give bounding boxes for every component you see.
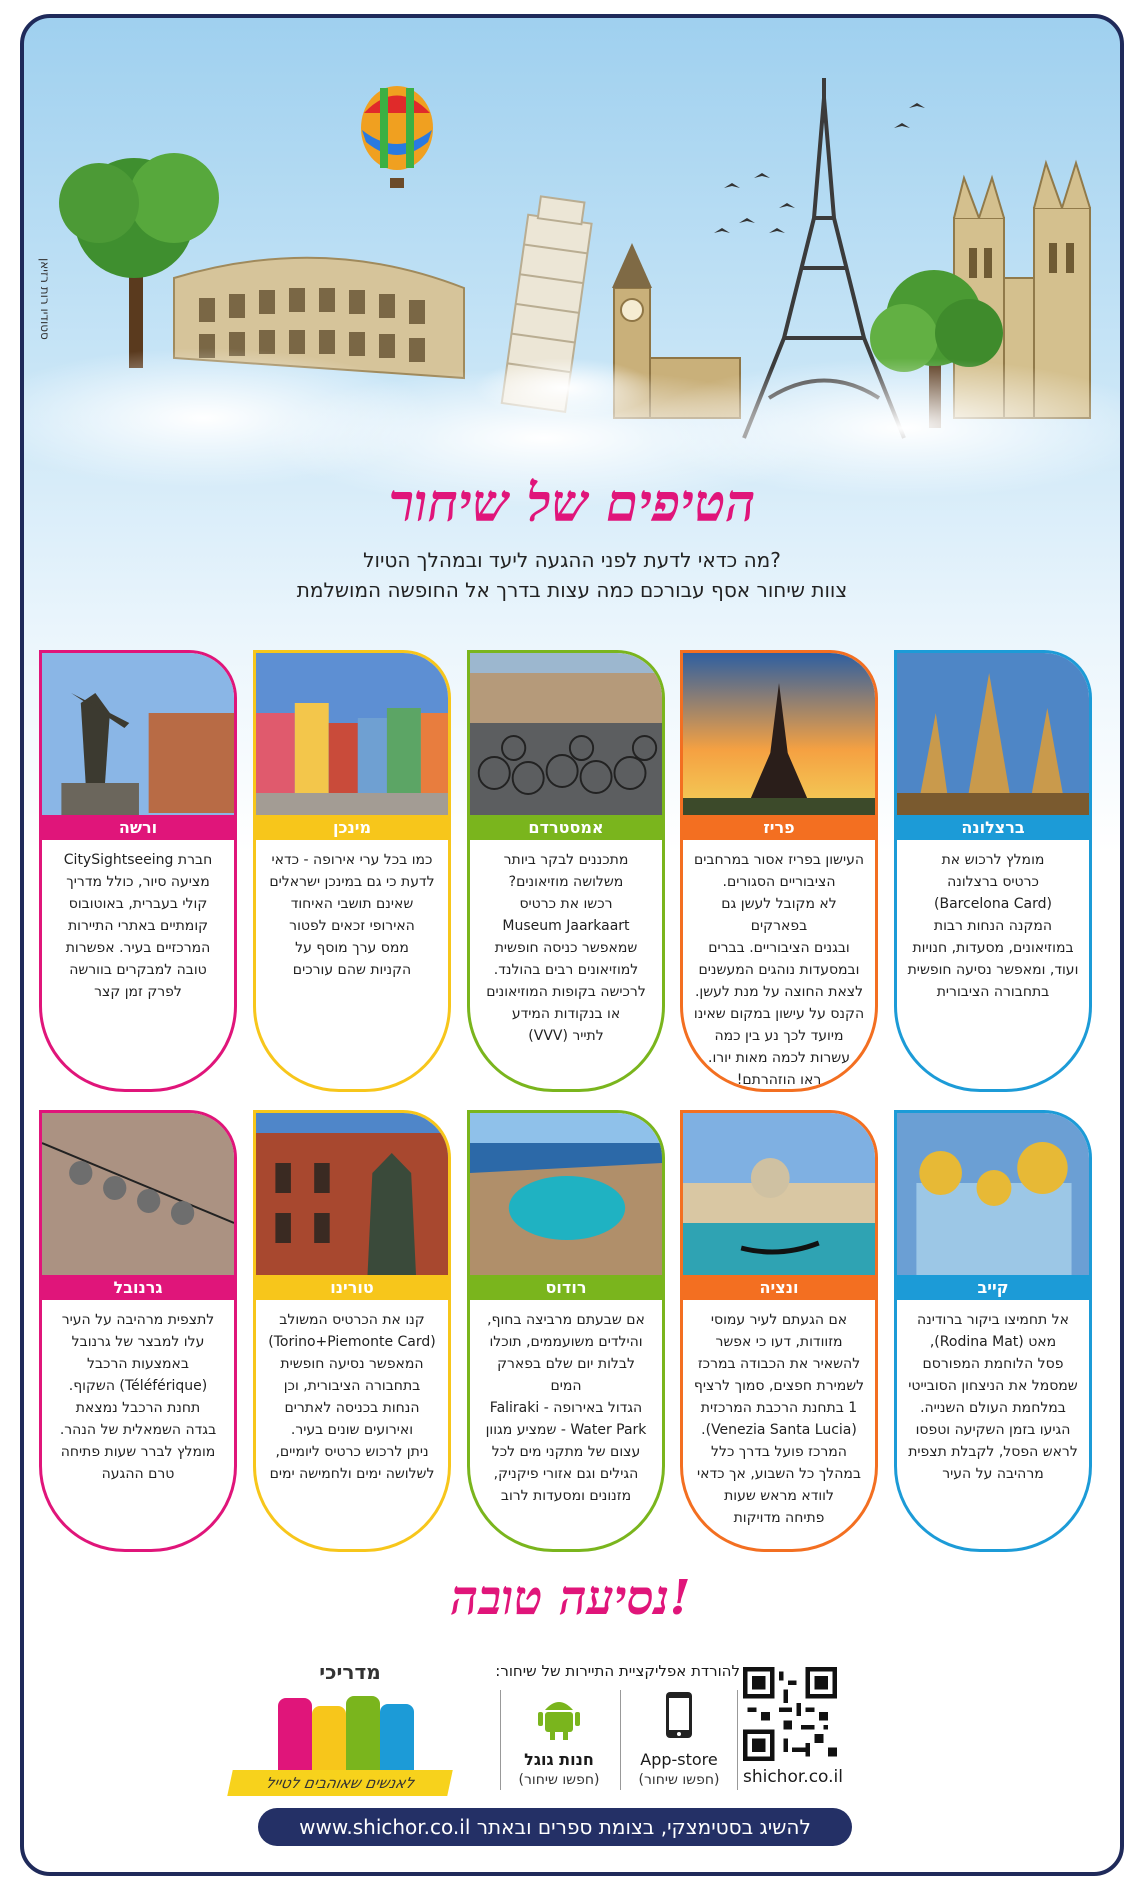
card-tip-text: חברת CitySightseeing מציעה סיור, כולל מדריך קולי בעברית, באוטובוס קומתיים באתרי התיירות המרכזיים בעיר. אפשרות טובה למבקרים בוורשה לפרק זמן קצר bbox=[63, 852, 213, 1000]
card-city-label: טורינו bbox=[256, 1275, 448, 1300]
munich-photo bbox=[256, 653, 448, 815]
app-store-link[interactable] bbox=[624, 1690, 734, 1790]
tip-card-rhodes bbox=[467, 1110, 665, 1552]
qr-code-icon[interactable] bbox=[743, 1667, 837, 1761]
photo-credit: סטודיו רות רזיאן bbox=[38, 258, 52, 340]
tip-card-kiev bbox=[894, 1110, 1092, 1552]
subtitle-question: מה כדאי לדעת לפני ההגעה ליעד ובמהלך הטיול? bbox=[363, 548, 781, 572]
app-store-name: App-store bbox=[640, 1750, 718, 1769]
card-tip-text: העישון בפריז אסור במרחבים הציבוריים הסגורים. לא מקובל לעשן גם בפארקים ובגנים הציבוריים. בברים ובמסעדות נוהגים המעשנים לצאת החוצה על מנת לעשן. הקנס על עישון במקום שאינו מיועד לכך נע בין כמה עשרות לכמה מאות יורו. ראו הוזהרתם! bbox=[693, 852, 865, 1088]
tip-card-venice bbox=[680, 1110, 878, 1552]
card-city-label: גרנובל bbox=[42, 1275, 234, 1300]
kiev-photo bbox=[897, 1113, 1089, 1275]
google-play-link[interactable] bbox=[504, 1690, 614, 1790]
venice-photo bbox=[683, 1113, 875, 1275]
card-tip-text: קנו את הכרטיס המשולב (Torino+Piemonte Card) המאפשר נסיעה חופשית בתחבורה הציבורית, וכן הנחות בכניסה לאתרים ואירועים שונים בעיר. ניתן לרכוש כרטיס ליומיים, לשלושה ימים ולחמישה ימים bbox=[268, 1312, 436, 1482]
tip-card-munich bbox=[253, 650, 451, 1092]
card-city-label: אמסטרדם bbox=[470, 815, 662, 840]
turin-photo bbox=[256, 1113, 448, 1275]
card-tip-text: לתצפית מרהיבה על העיר עלו למבצר של גרנובל באמצעות הרכבל (Téléférique) השקוף. תחנת הרכבל נמצאת בגדה השמאלית של הנהר. מומלץ לברר שעות פתיחה טרם ההגעה bbox=[59, 1312, 217, 1482]
card-tip-text: אל תחמיצו ביקור ברודינה מאט (Rodina Mat), פסל הלוחמת המפורסם שמסמל את הניצחון הסובייטי במלחמת העולם השנייה. הגיעו בזמן השקיעה וטפסו לראש הפסל, לקבלת תצפית מרהיבה על העיר bbox=[908, 1312, 1078, 1482]
card-city-label: רודוס bbox=[470, 1275, 662, 1300]
rhodes-photo bbox=[470, 1113, 662, 1275]
card-tip-text: כמו בכל ערי אירופה - כדאי לדעת כי גם במינכן ישראלים שאינם תושבי האיחוד האירופי זכאים לפטור ממס ערך מוסף על הקניות שהם עורכים bbox=[269, 852, 435, 978]
warsaw-photo bbox=[42, 653, 234, 815]
card-tip-text: אם שבעתם מרביצה בחוף, והילדים משועממים, תוכלו לבלות יום שלם בפארק המים הגדול באירופה - Faliraki Water Park - שמציע מגוון עצום של מתקני מים לכל הגילים וגם אזורי פיקניק, מזנונים ומסעדות לרוב bbox=[485, 1312, 647, 1504]
subtitle-description: צוות שיחור אסף עבורכם כמה עצות בדרך אל החופשה המושלמת bbox=[296, 578, 848, 602]
divider bbox=[620, 1690, 621, 1790]
card-tip-text: מתכננים לבקר ביותר משלושה מוזיאונים? רכשו את כרטיס Museum Jaarkaart שמאפשר כניסה חופשית למוזיאונים רבים בהולנד. לרכישה בקופות המוזיאונים או בנקודות המידע לתייר (VVV) bbox=[486, 852, 646, 1044]
tip-card-warsaw bbox=[39, 650, 237, 1092]
app-download-label: להורדת אפליקציית התיירות של שיחור: bbox=[495, 1662, 740, 1680]
phone-icon bbox=[664, 1690, 694, 1740]
google-store-hint: (חפשו שיחור) bbox=[518, 1772, 600, 1788]
bon-voyage-heading: נסיעה טובה! bbox=[450, 1570, 691, 1626]
hot-air-balloon-icon bbox=[361, 86, 433, 188]
page-title: הטיפים של שיחור bbox=[388, 473, 756, 534]
card-city-label: מינכן bbox=[256, 815, 448, 840]
card-city-label: ונציה bbox=[683, 1275, 875, 1300]
brand-series-title: מדריכי bbox=[319, 1660, 381, 1684]
tip-card-grenoble bbox=[39, 1110, 237, 1552]
android-icon bbox=[537, 1690, 581, 1740]
card-city-label: ברצלונה bbox=[897, 815, 1089, 840]
tip-card-barcelona bbox=[894, 650, 1092, 1092]
hero-landmarks-illustration bbox=[24, 18, 1120, 538]
website-url[interactable]: shichor.co.il bbox=[742, 1767, 843, 1787]
divider bbox=[500, 1690, 501, 1790]
app-store-hint: (חפשו שיחור) bbox=[638, 1772, 720, 1788]
paris-photo bbox=[683, 653, 875, 815]
footer-banner[interactable]: להשיג בסטימצקי, בצומת ספרים ובאתר www.shichor.co.il bbox=[258, 1808, 852, 1846]
amsterdam-photo bbox=[470, 653, 662, 815]
barcelona-photo bbox=[897, 653, 1089, 815]
tip-card-paris bbox=[680, 650, 878, 1092]
tip-card-turin bbox=[253, 1110, 451, 1552]
card-city-label: ורשה bbox=[42, 815, 234, 840]
tip-card-amsterdam bbox=[467, 650, 665, 1092]
card-city-label: קייב bbox=[897, 1275, 1089, 1300]
card-tip-text: מומלץ לרכוש את כרטיס ברצלונה (Barcelona Card) המקנה הנחות רבות במוזיאונים, מסעדות, חנויות ועוד, ומאפשר נסיעה חופשית בתחבורה הציבורית bbox=[907, 852, 1079, 1000]
brand-slogan: לאנשים שאוהבים לטייל bbox=[227, 1770, 453, 1796]
card-city-label: פריז bbox=[683, 815, 875, 840]
google-store-name: חנות גוגל bbox=[524, 1750, 594, 1769]
card-tip-text: אם הגעתם לעיר עמוסי מזוודות, דעו כי אפשר להשאיר את הכבודה במרכז לשמירת חפצים, סמוך לרציף 1 בתחנת הרכבת המרכזית (Venezia Santa Lucia). המרכז פועל בדרך כלל במהלך כל השבוע, אך כדאי לוודא מראש שעות פתיחה מדויקות bbox=[693, 1312, 865, 1526]
grenoble-photo bbox=[42, 1113, 234, 1275]
